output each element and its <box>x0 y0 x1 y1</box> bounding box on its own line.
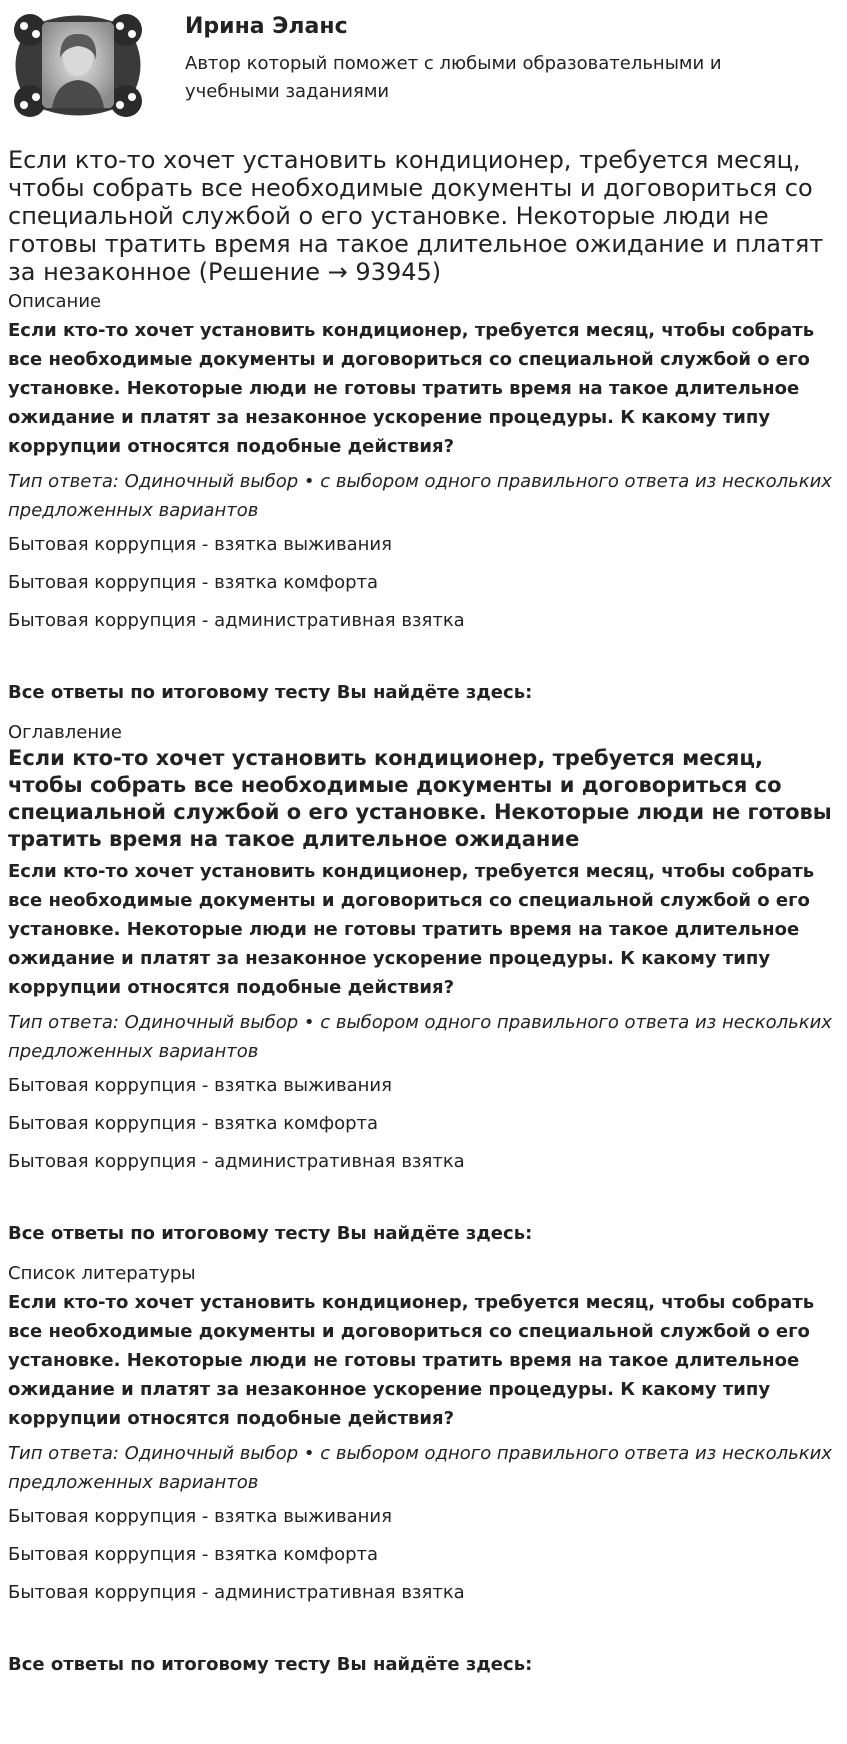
bibliography-section <box>8 1262 838 1677</box>
question-text: Если кто-то хочет установить кондиционер, требуется месяц, чтобы собрать все необходимые документы и договориться со специальной службой о его установке. Некоторые люди не готовы тратить время на такое длительное ожидание и платят за незаконное ускорение процедуры. К какому типу коррупции относятся подобные действия? <box>8 861 815 998</box>
description-section <box>8 290 838 705</box>
author-description: Автор который поможет с любыми образовательными и учебными заданиями <box>185 53 722 102</box>
answer-option: Бытовая коррупция - взятка комфорта <box>8 572 379 593</box>
answer-option: Бытовая коррупция - взятка комфорта <box>8 1544 379 1565</box>
section-label: Оглавление <box>8 722 122 743</box>
answer-option: Бытовая коррупция - административная взятка <box>8 610 465 631</box>
section-label: Описание <box>8 291 102 312</box>
page <box>8 0 838 1677</box>
answer-option: Бытовая коррупция - административная взятка <box>8 1582 465 1603</box>
page-title: Если кто-то хочет установить кондиционер, требуется месяц, чтобы собрать все необходимые документы и договориться со специальной службой о его установке. Некоторые люди не готовы тратить время на такое длительное ожидание и платят за незаконное (Решение → 93945) <box>8 146 824 286</box>
answer-option: Бытовая коррупция - взятка выживания <box>8 1506 392 1527</box>
author-avatar <box>8 8 148 123</box>
answer-option: Бытовая коррупция - взятка выживания <box>8 534 392 555</box>
answer-option: Бытовая коррупция - взятка комфорта <box>8 1113 379 1134</box>
section-label: Список литературы <box>8 1263 196 1284</box>
contents-heading: Если кто-то хочет установить кондиционер, требуется месяц, чтобы собрать все необходимые документы и договориться со специальной службой о его установке. Некоторые люди не готовы тратить время на такое длительное ожидание <box>8 746 832 851</box>
answer-option: Бытовая коррупция - административная взятка <box>8 1151 465 1172</box>
answer-option: Бытовая коррупция - взятка выживания <box>8 1075 392 1096</box>
answer-type: Тип ответа: Одиночный выбор • с выбором одного правильного ответа из нескольких предложенных вариантов <box>8 1012 832 1062</box>
author-card <box>8 0 838 130</box>
contents-section <box>8 721 838 1246</box>
author-name[interactable]: Ирина Эланс <box>185 14 348 39</box>
question-text: Если кто-то хочет установить кондиционер, требуется месяц, чтобы собрать все необходимые документы и договориться со специальной службой о его установке. Некоторые люди не готовы тратить время на такое длительное ожидание и платят за незаконное ускорение процедуры. К какому типу коррупции относятся подобные действия? <box>8 320 815 457</box>
all-answers-link[interactable]: Все ответы по итоговому тесту Вы найдёте здесь: <box>8 682 533 703</box>
all-answers-link[interactable]: Все ответы по итоговому тесту Вы найдёте здесь: <box>8 1654 533 1675</box>
answer-type: Тип ответа: Одиночный выбор • с выбором одного правильного ответа из нескольких предложенных вариантов <box>8 471 832 521</box>
question-text: Если кто-то хочет установить кондиционер, требуется месяц, чтобы собрать все необходимые документы и договориться со специальной службой о его установке. Некоторые люди не готовы тратить время на такое длительное ожидание и платят за незаконное ускорение процедуры. К какому типу коррупции относятся подобные действия? <box>8 1292 815 1429</box>
all-answers-link[interactable]: Все ответы по итоговому тесту Вы найдёте здесь: <box>8 1223 533 1244</box>
answer-type: Тип ответа: Одиночный выбор • с выбором одного правильного ответа из нескольких предложенных вариантов <box>8 1443 832 1493</box>
